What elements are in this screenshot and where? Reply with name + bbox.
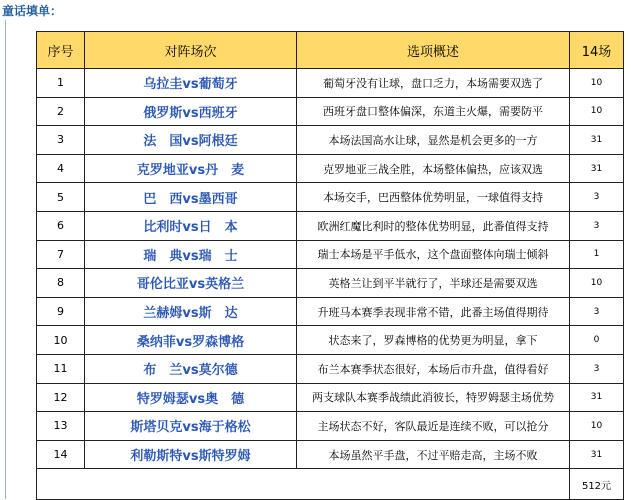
total-amount: 512元 (570, 469, 624, 500)
table-row (37, 211, 624, 240)
cell-desc: 本场法国高水让球，显然是机会更多的一方 (297, 126, 570, 155)
cell-no: 10 (37, 326, 85, 355)
table-row (37, 440, 624, 469)
table-row (37, 154, 624, 183)
table-row (37, 126, 624, 155)
table-row (37, 97, 624, 126)
header-desc: 选项概述 (297, 32, 570, 69)
cell-odds: 1 (570, 240, 624, 269)
cell-match: 兰赫姆vs斯 达 (85, 297, 297, 326)
table-row (37, 412, 624, 441)
cell-match: 巴 西vs墨西哥 (85, 183, 297, 212)
cell-desc: 欧洲红魔比利时的整体优势明显，此番值得支持 (297, 211, 570, 240)
cell-match: 桑纳菲vs罗森博格 (85, 326, 297, 355)
cell-odds: 3 (570, 211, 624, 240)
cell-no: 14 (37, 440, 85, 469)
table-container (5, 20, 627, 499)
total-blank-cell (37, 469, 570, 500)
cell-match: 哥伦比亚vs英格兰 (85, 269, 297, 298)
table-row (37, 240, 624, 269)
cell-odds: 31 (570, 126, 624, 155)
table-row (37, 383, 624, 412)
cell-desc: 本场虽然平手盘，不过平赔走高，主场不败 (297, 440, 570, 469)
cell-no: 1 (37, 69, 85, 98)
table-row (37, 269, 624, 298)
cell-desc: 两支球队本赛季战绩此消彼长，特罗姆瑟主场优势 (297, 383, 570, 412)
cell-odds: 3 (570, 183, 624, 212)
cell-match: 俄罗斯vs西班牙 (85, 97, 297, 126)
header-match: 对阵场次 (85, 32, 297, 69)
cell-desc: 葡萄牙没有让球，盘口乏力，本场需要双选了 (297, 69, 570, 98)
cell-odds: 31 (570, 383, 624, 412)
cell-odds: 10 (570, 69, 624, 98)
cell-match: 瑞 典vs瑞 士 (85, 240, 297, 269)
table-row (37, 326, 624, 355)
table-row (37, 69, 624, 98)
header-odds: 14场 (570, 32, 624, 69)
cell-match: 比利时vs日 本 (85, 211, 297, 240)
cell-no: 7 (37, 240, 85, 269)
cell-match: 布 兰vs莫尔德 (85, 354, 297, 383)
cell-match: 乌拉圭vs葡萄牙 (85, 69, 297, 98)
cell-match: 利勒斯特vs斯特罗姆 (85, 440, 297, 469)
header-row (37, 32, 624, 69)
table-row (37, 183, 624, 212)
cell-desc: 英格兰让到平半就行了，半球还是需要双选 (297, 269, 570, 298)
cell-no: 13 (37, 412, 85, 441)
table-row (37, 297, 624, 326)
cell-odds: 31 (570, 440, 624, 469)
cell-desc: 西班牙盘口整体偏深，东道主火爆，需要防平 (297, 97, 570, 126)
cell-desc: 升班马本赛季表现非常不错，此番主场值得期待 (297, 297, 570, 326)
cell-odds: 3 (570, 354, 624, 383)
total-row (37, 469, 624, 500)
cell-match: 法 国vs阿根廷 (85, 126, 297, 155)
cell-desc: 状态来了，罗森博格的优势更为明显，拿下 (297, 326, 570, 355)
cell-odds: 10 (570, 269, 624, 298)
table-row (37, 354, 624, 383)
cell-desc: 瑞士本场是平手低水，这个盘面整体向瑞士倾斜 (297, 240, 570, 269)
cell-desc: 克罗地亚三战全胜，本场整体偏热，应该双选 (297, 154, 570, 183)
cell-no: 5 (37, 183, 85, 212)
cell-match: 特罗姆瑟vs奥 德 (85, 383, 297, 412)
header-no: 序号 (37, 32, 85, 69)
cell-odds: 31 (570, 154, 624, 183)
cell-no: 11 (37, 354, 85, 383)
cell-odds: 10 (570, 97, 624, 126)
cell-no: 4 (37, 154, 85, 183)
cell-no: 6 (37, 211, 85, 240)
container-left-border (5, 20, 6, 499)
cell-no: 12 (37, 383, 85, 412)
cell-desc: 本场交手，巴西整体优势明显，一球值得支持 (297, 183, 570, 212)
cell-desc: 主场状态不好，客队最近是连续不败，可以抢分 (297, 412, 570, 441)
cell-no: 3 (37, 126, 85, 155)
cell-match: 克罗地亚vs丹 麦 (85, 154, 297, 183)
cell-odds: 0 (570, 326, 624, 355)
cell-match: 斯塔贝克vs海于格松 (85, 412, 297, 441)
cell-odds: 10 (570, 412, 624, 441)
cell-no: 2 (37, 97, 85, 126)
cell-no: 8 (37, 269, 85, 298)
cell-no: 9 (37, 297, 85, 326)
page-title: 童话填单： (2, 4, 63, 18)
prediction-table (36, 31, 624, 500)
cell-desc: 布兰本赛季状态很好，本场后市升盘，值得看好 (297, 354, 570, 383)
cell-odds: 3 (570, 297, 624, 326)
